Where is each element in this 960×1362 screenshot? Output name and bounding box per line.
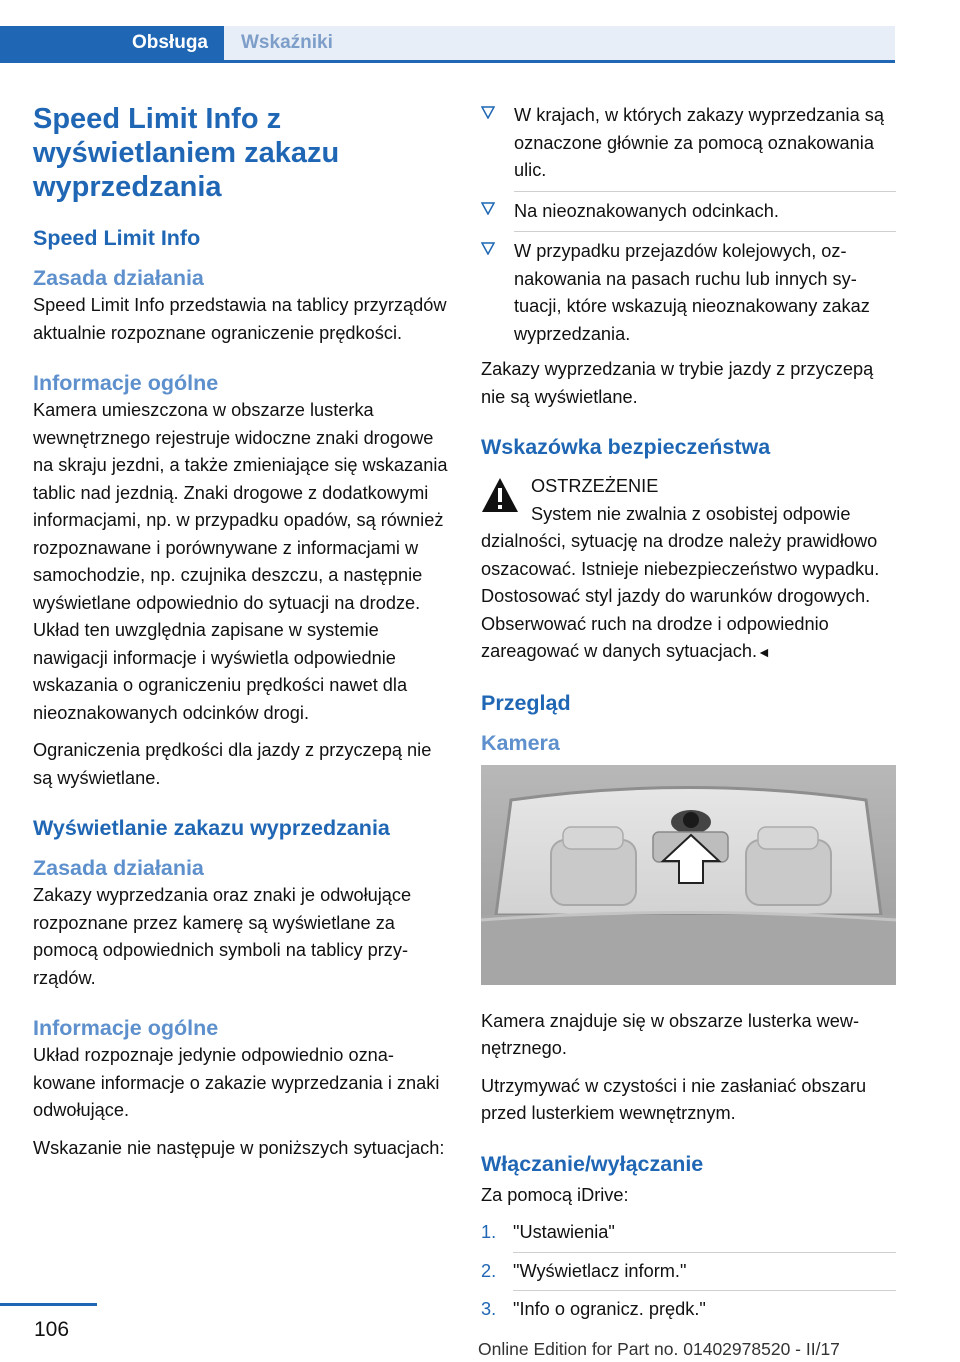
step-number: 3.: [481, 1299, 497, 1319]
list-item: [481, 102, 896, 192]
paragraph-trailer: Zakazy wyprzedzania w trybie jazdy z przyczepą nie są wyświetlane.: [481, 359, 874, 407]
heading-wlaczanie: Włączanie/wyłączanie: [481, 1151, 704, 1176]
paragraph-kamera-1: Kamera znajduje się w obszarze lusterka wewnętrznego.: [481, 1010, 860, 1058]
footer-divider: [0, 1303, 97, 1306]
list-item-text: W przypadku przejazdów kolejowych, oznakowania na pasach ruchu lub innych sytuacji, które wskazują nieoznakowany zakaz wyprzedzania.: [514, 241, 870, 344]
list-item: [481, 1296, 896, 1324]
step-number: 2.: [481, 1260, 497, 1281]
page-header: [0, 0, 960, 62]
heading-wskazowka-bezpieczenstwa: Wskazówka bezpieczeństwa: [481, 435, 771, 459]
paragraph-idrive: Za pomocą iDrive:: [481, 1184, 629, 1205]
paragraph-informacje-2: Układ rozpoznaje jedynie odpowiednio oznakowane informacje o zakazie wyprzedzania i znaki odwołujące.: [33, 1045, 440, 1120]
steps-list: [481, 1219, 896, 1324]
step-text: "Ustawienia": [513, 1222, 615, 1242]
warning-icon: [481, 477, 519, 513]
heading-zasada-dzialania-2: Zasada działania: [33, 856, 204, 880]
situation-list: [481, 102, 896, 348]
step-text: "Info o ogranicz. prędk.": [513, 1299, 706, 1319]
list-item: [481, 1219, 896, 1253]
paragraph-informacje-2b: Wskazanie nie następuje w poniższych sytuacjach:: [33, 1137, 445, 1158]
heading-kamera: Kamera: [481, 730, 560, 755]
heading-informacje-ogolne-2: Informacje ogólne: [33, 1016, 219, 1040]
list-item-text: Na nieoznakowanych odcinkach.: [514, 200, 779, 221]
paragraph-informacje-1b: Ograniczenia prędkości dla jazdy z przyczepą nie są wyświetlane.: [33, 740, 432, 788]
header-divider: [0, 60, 895, 63]
list-item: [481, 238, 896, 348]
camera-illustration: [481, 765, 896, 985]
end-mark: ◄: [757, 644, 771, 660]
warning-block: [481, 473, 896, 667]
tab-obsluga[interactable]: Obsługa: [0, 26, 224, 60]
triangle-bullet-icon: [481, 105, 495, 119]
paragraph-kamera-2: Utrzymywać w czystości i nie zasłaniać obszaru przed lusterkiem wewnętrznym.: [481, 1075, 867, 1123]
paragraph-zasada-2: Zakazy wyprzedzania oraz znaki je odwołujące rozpoznane przez kamerę są wyświetlane za pomocą odpowiednich symboli na tablicy przyrządów.: [33, 885, 412, 988]
heading-speed-limit-info: Speed Limit Info: [33, 226, 201, 250]
paragraph-zasada-1: Speed Limit Info przedstawia na tablicy przyrządów aktualnie rozpoznane ograniczenie prędkości.: [33, 295, 447, 343]
paragraph-informacje-1: Kamera umieszczona w obszarze lusterka wewnętrznego rejestruje widoczne znaki drogowe na skraju jezdni, a także zmieniające się wskazania tablic nad jezdnią. Znaki drogowe z dodatkowymi informacjami, np. w przypadku opadów, są również rozpoznawane i porównywane z informacjami w samochodzie, np. czujnika deszczu, a następnie wyświetlane odpowiednio do sytuacji na drodze. Układ ten uwzględnia zapisane w systemie nawigacji informacje i wyświetla odpowiednie wskazania o ograniczeniu prędkości nawet dla nieoznakowanych odcinków drogi.: [33, 400, 448, 723]
warning-text: [481, 501, 896, 667]
heading-informacje-ogolne-1: Informacje ogólne: [33, 371, 219, 395]
warning-title: OSTRZEŻENIE: [531, 476, 659, 496]
tab-wskazniki[interactable]: Wskaźniki: [224, 26, 895, 60]
warning-text-rest: dzialności, sytuację na drodze należy prawidłowo oszacować. Istnieje niebezpieczeństwo wypadku. Dostosować styl jazdy do warunków drogowych. Obserwować ruch na drodze i odpowiednio zareagować w danych sytuacjach.: [481, 531, 880, 661]
heading-wyswietlanie-zakazu: Wyświetlanie zakazu wyprzedzania: [33, 816, 390, 840]
page-title: Speed Limit Info z wyświetlaniem zakazu wyprzedzania: [33, 103, 340, 203]
triangle-bullet-icon: [481, 201, 495, 215]
step-text: "Wyświetlacz inform.": [513, 1260, 687, 1281]
list-item: [481, 1258, 896, 1292]
edition-note: Online Edition for Part no. 01402978520 - II/17: [478, 1339, 840, 1359]
left-column: [33, 102, 448, 1172]
list-item: [481, 198, 896, 233]
right-column: [481, 102, 896, 1324]
heading-przeglad: Przegląd: [481, 690, 571, 715]
page-number: 106: [34, 1318, 70, 1341]
warning-text-first: System nie zwalnia z osobistej odpowie: [531, 503, 851, 524]
step-number: 1.: [481, 1222, 497, 1242]
list-item-text: W krajach, w których zakazy wyprzedzania są oznaczone głównie za pomocą oznakowania ulic.: [514, 105, 884, 180]
triangle-bullet-icon: [481, 241, 495, 255]
heading-zasada-dzialania-1: Zasada działania: [33, 266, 204, 290]
